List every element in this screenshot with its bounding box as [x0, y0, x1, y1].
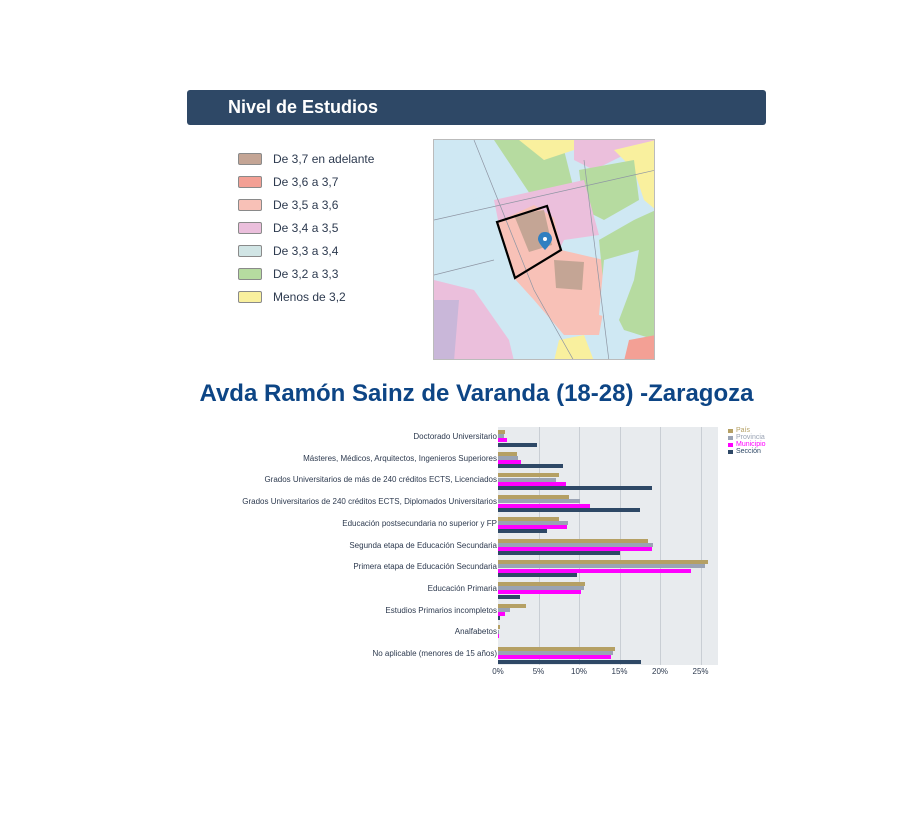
legend-label: De 3,3 a 3,4: [273, 243, 339, 258]
category-label: Analfabetos: [454, 627, 497, 637]
legend-swatch: [728, 443, 733, 447]
category-label: Doctorado Universitario: [413, 432, 497, 441]
chart-legend-item[interactable]: [728, 448, 766, 455]
category-label: Grados Universitarios de 240 créditos ECTS, Diplomados Universitarios: [242, 497, 497, 507]
choropleth-map[interactable]: [433, 139, 655, 360]
gridline: [660, 427, 661, 665]
map-legend-item: [238, 262, 374, 285]
legend-label: De 3,4 a 3,5: [273, 220, 339, 235]
legend-swatch: [728, 450, 733, 454]
legend-label: Provincia: [736, 434, 765, 441]
category-label: Grados Universitarios de más de 240 créditos ECTS, Licenciados: [264, 475, 497, 485]
legend-swatch: [728, 429, 733, 433]
map-legend: [238, 147, 374, 308]
legend-label: De 3,7 en adelante: [273, 151, 375, 166]
x-tick-label: 15%: [611, 667, 628, 676]
x-tick-label: 5%: [532, 667, 545, 676]
bar-municipio[interactable]: [498, 634, 499, 638]
legend-label: De 3,5 a 3,6: [273, 197, 339, 212]
legend-label: De 3,6 a 3,7: [273, 174, 339, 189]
category-label: Educación postsecundaria no superior y FP: [342, 518, 497, 528]
gridline: [701, 427, 702, 665]
map-image: [434, 140, 655, 360]
chart-legend-item[interactable]: [728, 427, 766, 434]
bar-sección[interactable]: [498, 464, 563, 468]
chart-legend-item[interactable]: [728, 434, 766, 441]
legend-label: De 3,2 a 3,3: [273, 266, 339, 281]
section-header: [187, 90, 766, 125]
bar-sección[interactable]: [498, 573, 577, 577]
x-tick-label: 10%: [570, 667, 588, 676]
category-label: Primera etapa de Educación Secundaria: [353, 562, 497, 572]
legend-swatch: [238, 222, 262, 234]
legend-swatch: [728, 436, 733, 440]
map-legend-item: [238, 239, 374, 262]
plot-area: [498, 427, 718, 665]
chart-legend-item[interactable]: [728, 441, 766, 448]
legend-swatch: [238, 245, 262, 257]
map-legend-item: [238, 216, 374, 239]
legend-swatch: [238, 268, 262, 280]
bar-sección[interactable]: [498, 660, 641, 664]
legend-swatch: [238, 153, 262, 165]
bar-sección[interactable]: [498, 551, 620, 555]
legend-label: Municipio: [736, 441, 766, 448]
map-legend-item: [238, 147, 374, 170]
chart-title: Avda Ramón Sainz de Varanda (18-28) -Zaragoza: [199, 380, 754, 407]
bar-sección[interactable]: [498, 508, 640, 512]
category-label: Segunda etapa de Educación Secundaria: [349, 540, 497, 550]
category-label: Educación Primaria: [427, 583, 497, 593]
legend-swatch: [238, 176, 262, 188]
map-legend-item: [238, 193, 374, 216]
x-tick-label: 0%: [492, 667, 504, 676]
category-label: No aplicable (menores de 15 años): [372, 649, 497, 658]
legend-swatch: [238, 291, 262, 303]
legend-label: Menos de 3,2: [273, 289, 346, 304]
bar-sección[interactable]: [498, 443, 537, 447]
bar-sección[interactable]: [498, 595, 520, 599]
legend-label: Sección: [736, 448, 761, 455]
x-tick-label: 25%: [692, 667, 709, 676]
map-legend-item: [238, 170, 374, 193]
section-title: Nivel de Estudios: [228, 97, 379, 117]
x-tick-label: 20%: [651, 667, 669, 676]
map-legend-item: [238, 285, 374, 308]
education-bar-chart: [187, 425, 787, 685]
category-label: Másteres, Médicos, Arquitectos, Ingenieros Superiores: [303, 453, 497, 463]
bar-sección[interactable]: [498, 486, 652, 490]
chart-legend: [728, 427, 766, 455]
legend-swatch: [238, 199, 262, 211]
category-label: Estudios Primarios incompletos: [385, 605, 497, 615]
bar-sección[interactable]: [498, 529, 547, 533]
bar-sección[interactable]: [498, 616, 500, 620]
legend-label: País: [736, 427, 751, 434]
